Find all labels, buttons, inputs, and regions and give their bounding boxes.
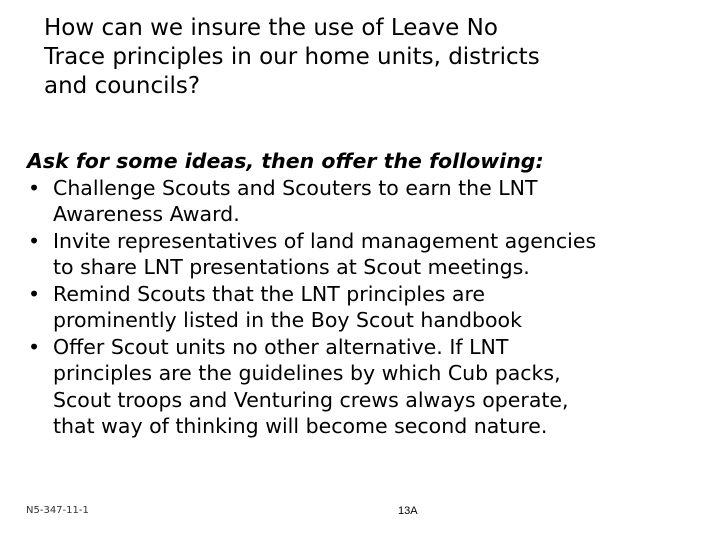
bullet-line: principles are the guidelines by which Cub packs,	[53, 361, 561, 385]
footer-code: N5-347-11-1	[26, 505, 89, 516]
bullet-item	[27, 228, 707, 281]
title-line: and councils?	[44, 73, 201, 99]
bullet-line: Awareness Award.	[53, 202, 240, 226]
bullet-line: to share LNT presentations at Scout meetings.	[53, 255, 530, 279]
bullet-icon: •	[28, 281, 41, 306]
bullet-line: Scout troops and Venturing crews always operate,	[53, 387, 569, 412]
bullet-icon: •	[28, 334, 41, 359]
page-number: 13A	[398, 505, 418, 517]
bullet-list	[27, 175, 707, 440]
intro-text: Ask for some ideas, then offer the following:	[27, 149, 544, 173]
title-line: Trace principles in our home units, districts	[44, 44, 540, 70]
bullet-line: that way of thinking will become second nature.	[53, 414, 548, 438]
bullet-item	[27, 334, 707, 440]
slide-title	[44, 14, 684, 101]
slide-body	[27, 148, 707, 440]
bullet-line: prominently listed in the Boy Scout handbook	[53, 308, 522, 332]
bullet-item	[27, 175, 707, 228]
bullet-item	[27, 281, 707, 334]
bullet-icon: •	[28, 228, 41, 253]
bullet-line: Offer Scout units no other alternative. If LNT	[53, 334, 509, 359]
bullet-line: Remind Scouts that the LNT principles are	[53, 281, 486, 306]
title-line: How can we insure the use of Leave No	[44, 15, 498, 41]
bullet-line: Challenge Scouts and Scouters to earn the LNT	[53, 175, 538, 200]
bullet-icon: •	[28, 175, 41, 200]
bullet-line: Invite representatives of land management agencies	[53, 228, 597, 253]
